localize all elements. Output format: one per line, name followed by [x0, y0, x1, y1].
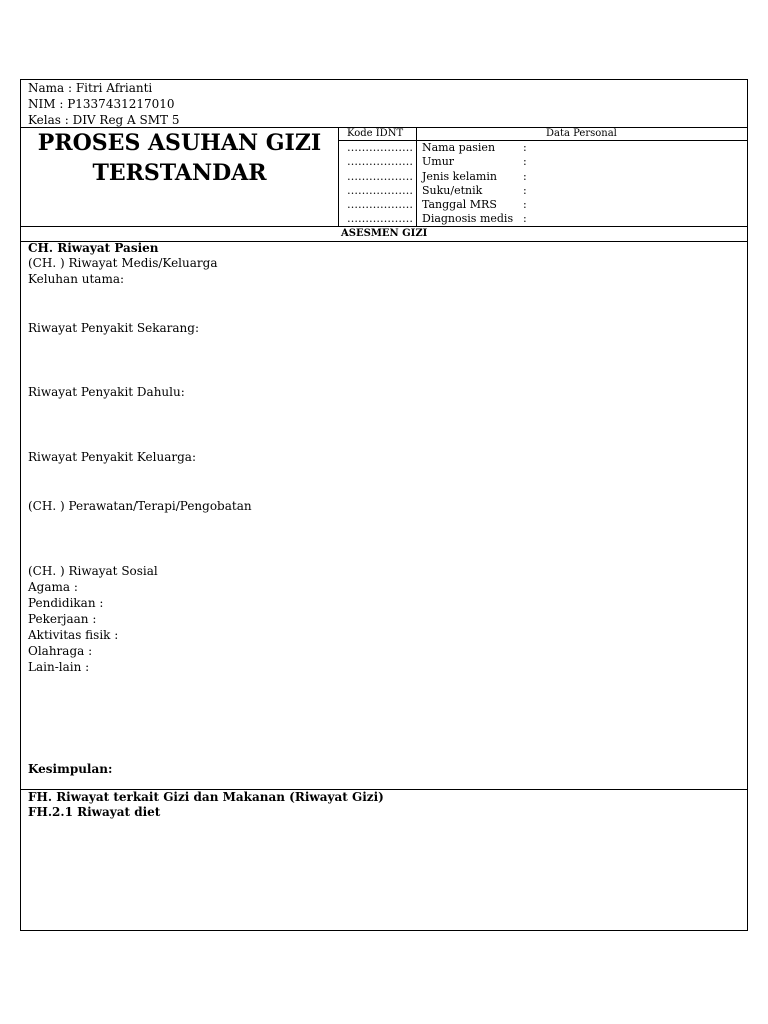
gender-sep: : — [523, 170, 527, 183]
religion-label: Agama : — [28, 580, 78, 594]
admission-date-sep: : — [523, 198, 527, 211]
student-nim: NIM : P1337431217010 — [28, 97, 175, 111]
divider-idnt-column — [416, 127, 417, 226]
medical-diagnosis-sep: : — [523, 212, 541, 227]
idnt-code-5: ……………… — [347, 198, 413, 211]
form-title-line2: TERSTANDAR — [92, 160, 267, 186]
patient-name-label: Nama pasien — [422, 141, 496, 154]
occupation-label: Pekerjaan : — [28, 612, 97, 626]
age-label: Umur — [422, 155, 455, 168]
student-class: Kelas : DIV Reg A SMT 5 — [28, 113, 180, 127]
idnt-code-4: ……………… — [347, 184, 413, 197]
form-title — [21, 128, 338, 188]
ethnicity-label: Suku/etnik — [422, 184, 483, 197]
family-illness-label: Riwayat Penyakit Keluarga: — [28, 450, 196, 464]
nutrition-care-form — [20, 79, 748, 931]
form-title-line1: PROSES ASUHAN GIZI — [37, 130, 322, 156]
idnt-code-6: ……………… — [347, 212, 413, 225]
patient-history-title: CH. Riwayat Pasien — [28, 241, 159, 255]
social-history-label: (CH. ) Riwayat Sosial — [28, 564, 158, 578]
medical-family-history: (CH. ) Riwayat Medis/Keluarga — [28, 256, 218, 270]
conclusion-label: Kesimpulan: — [28, 762, 113, 776]
medical-diagnosis-label: Diagnosis medis — [422, 212, 514, 225]
idnt-code-header: Kode IDNT — [347, 128, 404, 139]
age-sep: : — [523, 155, 527, 168]
personal-data-header: Data Personal — [546, 128, 617, 139]
student-name: Nama : Fitri Afrianti — [28, 81, 153, 95]
idnt-code-3: ……………… — [347, 170, 413, 183]
chief-complaint-label: Keluhan utama: — [28, 272, 125, 286]
ethnicity-sep: : — [523, 184, 527, 197]
current-illness-label: Riwayat Penyakit Sekarang: — [28, 321, 200, 335]
treatment-label: (CH. ) Perawatan/Terapi/Pengobatan — [28, 499, 252, 513]
others-label: Lain-lain : — [28, 660, 90, 674]
assessment-header: ASESMEN GIZI — [341, 228, 428, 239]
sport-label: Olahraga : — [28, 644, 93, 658]
idnt-code-2: ……………… — [347, 155, 413, 168]
past-illness-label: Riwayat Penyakit Dahulu: — [28, 385, 185, 399]
food-history-title: FH. Riwayat terkait Gizi dan Makanan (Riwayat Gizi) — [28, 790, 384, 804]
idnt-code-1: ……………… — [347, 141, 413, 154]
education-label: Pendidikan : — [28, 596, 104, 610]
diet-history-label: FH.2.1 Riwayat diet — [28, 805, 161, 819]
patient-name-sep: : — [523, 141, 527, 154]
gender-label: Jenis kelamin — [422, 170, 497, 183]
divider-title-table — [338, 127, 339, 226]
admission-date-label: Tanggal MRS — [422, 198, 497, 211]
physical-activity-label: Aktivitas fisik : — [28, 628, 119, 642]
